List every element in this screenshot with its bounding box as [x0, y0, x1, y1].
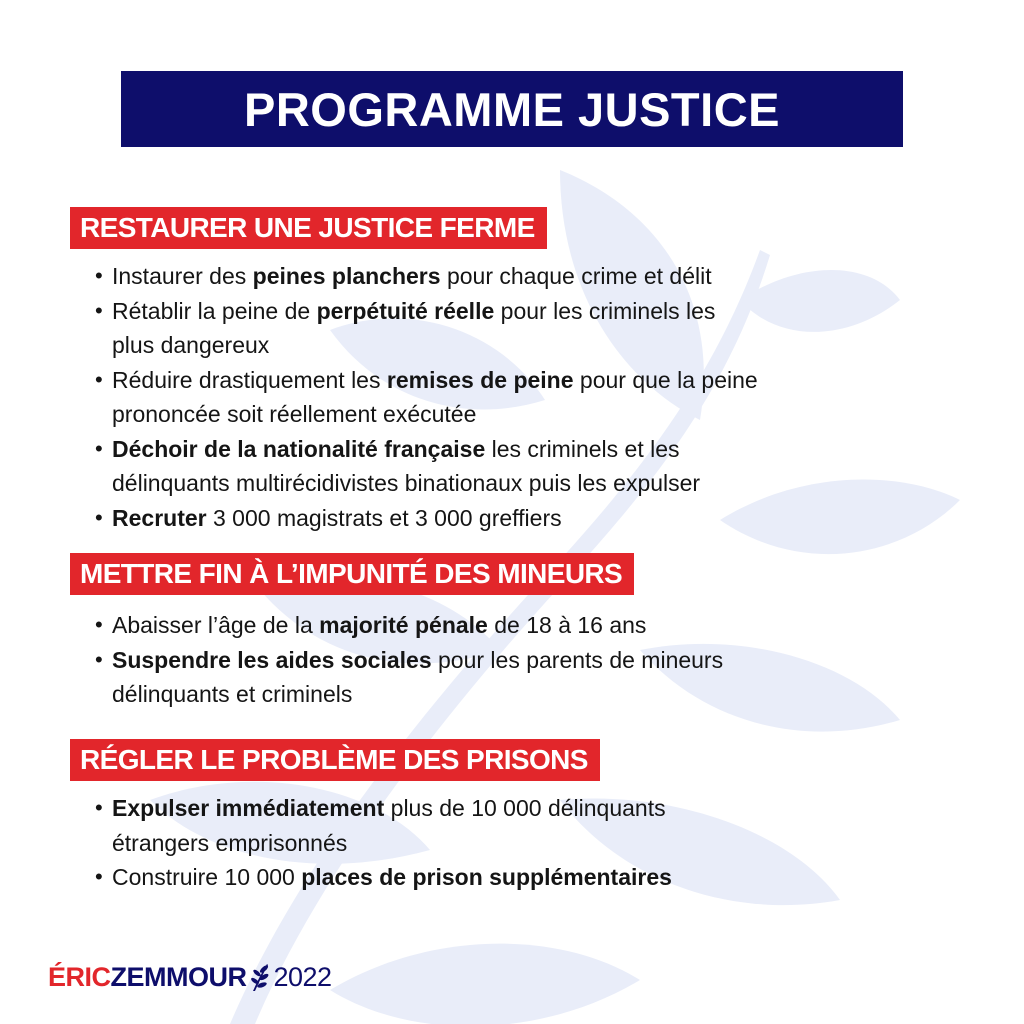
bullet-item: • Déchoir de la nationalité française les criminels et les délinquants multirécidivistes binationaux puis les expulser: [92, 432, 758, 501]
title-banner: [121, 71, 903, 147]
bullet-list-prisons: [92, 791, 672, 895]
bullet-item: • Rétablir la peine de perpétuité réelle pour les criminels les plus dangereux: [92, 294, 758, 363]
section-heading-justice-ferme: [70, 207, 547, 249]
bullet-item: • Construire 10 000 places de prison supplémentaires: [92, 860, 672, 895]
logo-year: 2022: [273, 961, 332, 992]
logo-last-name: ZEMMOUR: [110, 961, 247, 992]
section-heading-label: RESTAURER UNE JUSTICE FERME: [80, 212, 535, 243]
bullet-item: • Réduire drastiquement les remises de peine pour que la peine prononcée soit réellement exécutée: [92, 363, 758, 432]
bullet-item: • Instaurer des peines planchers pour chaque crime et délit: [92, 259, 758, 294]
bullet-list-mineurs: [92, 608, 723, 712]
section-heading-prisons: [70, 739, 600, 781]
section-heading-mineurs: [70, 553, 634, 595]
section-heading-label: METTRE FIN À L’IMPUNITÉ DES MINEURS: [80, 558, 623, 589]
laurel-icon: [249, 962, 271, 992]
bullet-item: • Recruter 3 000 magistrats et 3 000 greffiers: [92, 501, 758, 536]
bullet-item: • Suspendre les aides sociales pour les parents de mineurs délinquants et criminels: [92, 643, 723, 712]
bullet-item: • Abaisser l’âge de la majorité pénale de 18 à 16 ans: [92, 608, 723, 643]
section-heading-label: RÉGLER LE PROBLÈME DES PRISONS: [80, 744, 588, 775]
bullet-item: • Expulser immédiatement plus de 10 000 délinquants étrangers emprisonnés: [92, 791, 672, 860]
bullet-list-justice-ferme: [92, 259, 758, 535]
campaign-logo: [48, 960, 332, 994]
logo-first-name: ÉRIC: [48, 961, 111, 992]
page-title: PROGRAMME JUSTICE: [244, 82, 780, 136]
